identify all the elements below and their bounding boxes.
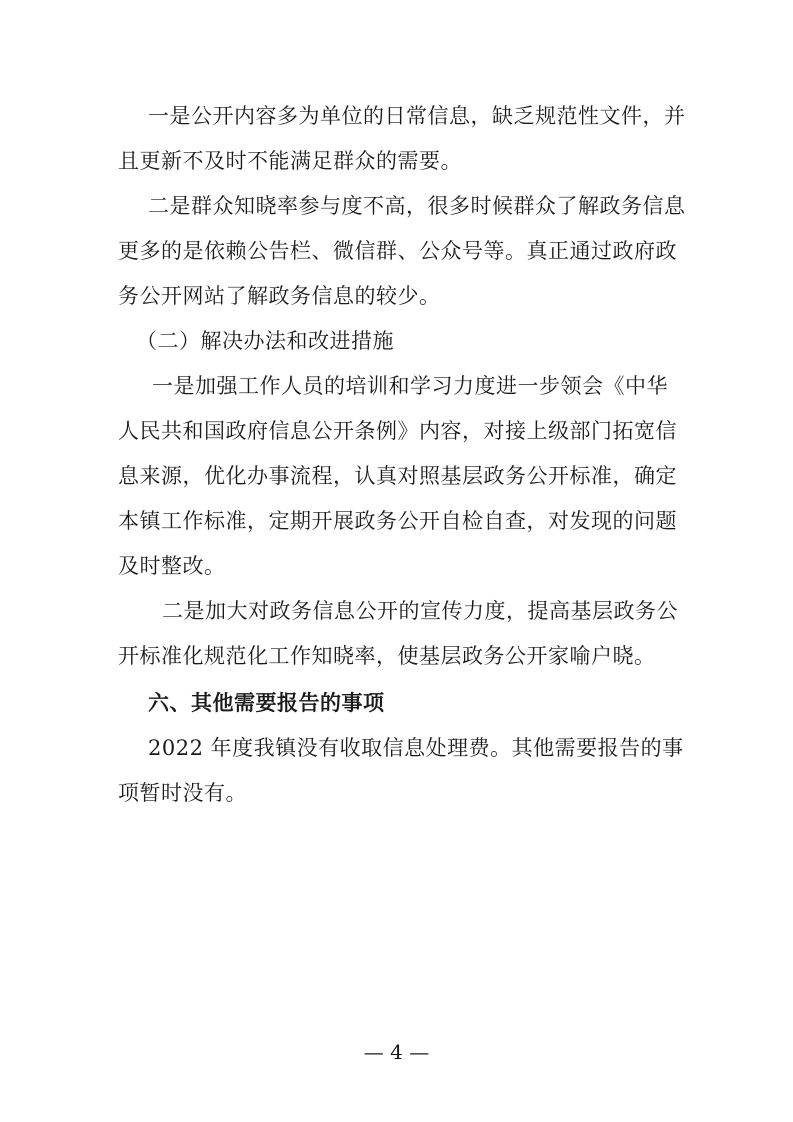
paragraph-3-line-3: 息来源，优化办事流程，认真对照基层政务公开标准，确定 xyxy=(118,464,677,488)
paragraph-3-line-5: 及时整改。 xyxy=(118,554,226,578)
paragraph-4-line-2: 开标准化规范化工作知晓率，使基层政务公开家喻户晓。 xyxy=(118,644,656,668)
paragraph-3-line-1: 一是加强工作人员的培训和学习力度进一步领会《中华 xyxy=(152,374,668,398)
paragraph-1-line-2: 且更新不及时不能满足群众的需要。 xyxy=(118,149,462,173)
paragraph-3-line-4: 本镇工作标准，定期开展政务公开自检自查，对发现的问题 xyxy=(118,509,677,533)
subsection-heading: （二）解决办法和改进措施 xyxy=(136,329,394,353)
paragraph-2-line-1: 二是群众知晓率参与度不高，很多时候群众了解政务信息 xyxy=(148,194,686,218)
section-heading: 六、其他需要报告的事项 xyxy=(148,691,385,715)
closing-line-1: 2022 年度我镇没有收取信息处理费。其他需要报告的事 xyxy=(148,736,684,760)
closing-line-2: 项暂时没有。 xyxy=(118,781,247,805)
paragraph-2-line-3: 务公开网站了解政务信息的较少。 xyxy=(118,284,441,308)
paragraph-1-line-1: 一是公开内容多为单位的日常信息，缺乏规范性文件，并 xyxy=(148,104,686,128)
paragraph-3-line-2: 人民共和国政府信息公开条例》内容，对接上级部门拓宽信 xyxy=(118,419,677,443)
paragraph-2-line-2: 更多的是依赖公告栏、微信群、公众号等。真正通过政府政 xyxy=(118,239,677,263)
paragraph-4-line-1: 二是加大对政务信息公开的宣传力度，提高基层政务公 xyxy=(162,599,678,623)
page-number: — 4 — xyxy=(363,1040,430,1064)
